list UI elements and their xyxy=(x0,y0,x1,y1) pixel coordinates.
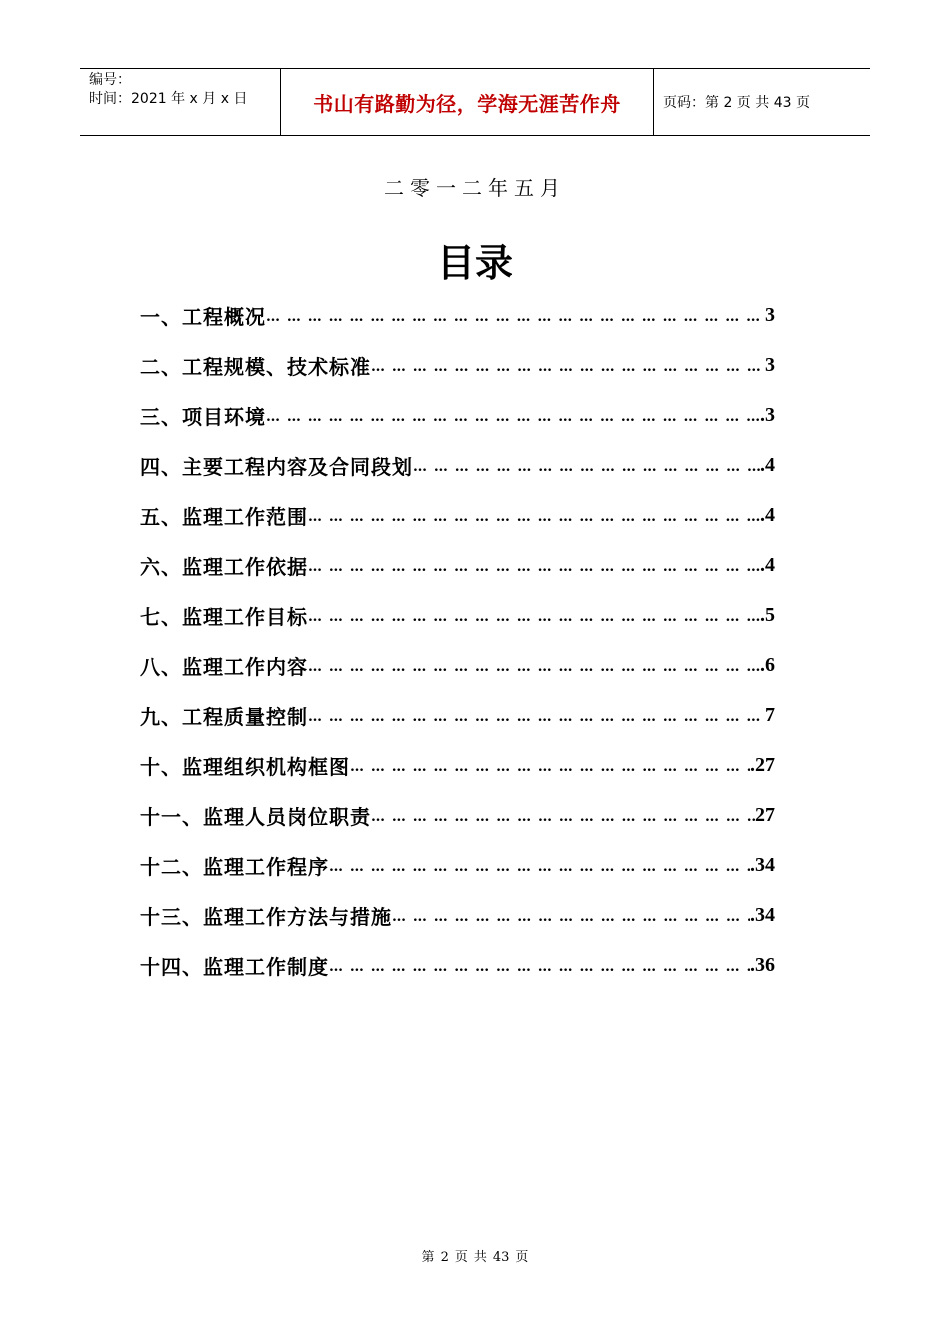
toc-item-label: 三、项目环境 xyxy=(140,404,266,429)
toc-leader-dots xyxy=(308,655,760,675)
toc-leader-dots xyxy=(371,805,755,825)
toc-item-page: .34 xyxy=(750,853,775,876)
page-header xyxy=(80,68,870,136)
date-line: 二零一二年五月 xyxy=(384,176,566,200)
toc-item-page: .3 xyxy=(760,403,775,426)
toc-leader-dots xyxy=(266,405,760,425)
toc-item-page: .34 xyxy=(750,903,775,926)
toc-item-page: 3 xyxy=(765,303,775,326)
toc-item-page: .36 xyxy=(750,953,775,976)
toc-item-label: 九、工程质量控制 xyxy=(140,704,308,729)
toc-leader-dots xyxy=(308,555,760,575)
toc-item-label: 一、工程概况 xyxy=(140,304,266,329)
number-label: 编号： xyxy=(89,72,131,88)
footer-total-pages: 43 xyxy=(492,1250,510,1265)
header-page-info: 页码：第 2 页 共 43 页 xyxy=(663,95,810,111)
toc-title: 目录 xyxy=(436,241,513,285)
toc-item-5[interactable] xyxy=(140,490,775,540)
toc-item-label: 四、主要工程内容及合同段划 xyxy=(140,454,413,479)
toc-item-page: .5 xyxy=(760,603,775,626)
toc-item-10[interactable] xyxy=(140,740,775,790)
page-footer xyxy=(0,1246,950,1265)
toc-item-13[interactable] xyxy=(140,890,775,940)
header-motto: 书山有路勤为径，学海无涯苦作舟 xyxy=(281,69,654,135)
toc-item-11[interactable] xyxy=(140,790,775,840)
toc-item-page: .6 xyxy=(760,653,775,676)
toc-item-page: .4 xyxy=(760,553,775,576)
toc-leader-dots xyxy=(329,955,750,975)
footer-ye: 页 xyxy=(454,1250,468,1265)
footer-di: 第 xyxy=(421,1250,435,1265)
toc-item-page: 27 xyxy=(755,803,775,826)
toc-item-3[interactable] xyxy=(140,390,775,440)
toc-item-label: 八、监理工作内容 xyxy=(140,654,308,679)
toc-item-label: 十四、监理工作制度 xyxy=(140,954,329,979)
toc-leader-dots xyxy=(413,455,760,475)
toc-item-6[interactable] xyxy=(140,540,775,590)
footer-gong: 共 xyxy=(473,1250,487,1265)
toc-leader-dots xyxy=(350,755,750,775)
toc-leader-dots xyxy=(308,705,765,725)
toc-item-page: 3 xyxy=(765,353,775,376)
footer-ye: 页 xyxy=(515,1250,529,1265)
toc-item-14[interactable] xyxy=(140,940,775,990)
toc-leader-dots xyxy=(308,605,760,625)
toc-leader-dots xyxy=(308,505,760,525)
toc-item-label: 五、监理工作范围 xyxy=(140,504,308,529)
toc-item-label: 十三、监理工作方法与措施 xyxy=(140,904,392,929)
toc-item-page: .4 xyxy=(760,503,775,526)
toc-item-label: 十、监理组织机构框图 xyxy=(140,754,350,779)
toc-item-9[interactable] xyxy=(140,690,775,740)
footer-current-page: 2 xyxy=(440,1250,449,1265)
toc-item-7[interactable] xyxy=(140,590,775,640)
toc-item-page: .4 xyxy=(760,453,775,476)
toc-item-12[interactable] xyxy=(140,840,775,890)
toc-item-page: .27 xyxy=(750,753,775,776)
toc-item-2[interactable] xyxy=(140,340,775,390)
toc-item-label: 二、工程规模、技术标准 xyxy=(140,354,371,379)
table-of-contents xyxy=(140,290,775,990)
toc-item-label: 十二、监理工作程序 xyxy=(140,854,329,879)
toc-item-4[interactable] xyxy=(140,440,775,490)
toc-item-1[interactable] xyxy=(140,290,775,340)
toc-leader-dots xyxy=(392,905,750,925)
toc-leader-dots xyxy=(371,355,765,375)
header-meta xyxy=(80,69,281,135)
toc-item-8[interactable] xyxy=(140,640,775,690)
toc-item-label: 六、监理工作依据 xyxy=(140,554,308,579)
toc-leader-dots xyxy=(266,305,765,325)
toc-item-label: 十一、监理人员岗位职责 xyxy=(140,804,371,829)
toc-item-page: 7 xyxy=(765,703,775,726)
toc-leader-dots xyxy=(329,855,750,875)
time-label: 时间：2021 年 x 月 x 日 xyxy=(89,91,248,107)
toc-item-label: 七、监理工作目标 xyxy=(140,604,308,629)
